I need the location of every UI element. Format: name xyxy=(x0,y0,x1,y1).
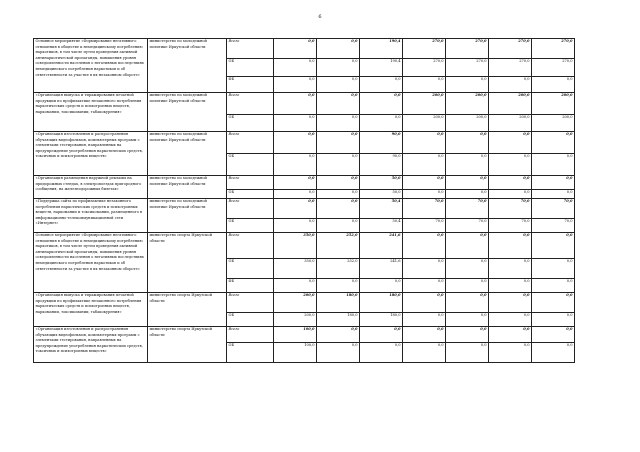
amount-cell: 70,0 xyxy=(532,199,575,219)
activity-description: «Организация выпуска и тиражирования печатной продукции по профилактике незаконного потребления наркотических средств и психотропных веществ, наркомании, токсикомании, табакокурения» xyxy=(34,293,148,327)
amount-cell: 0,0 xyxy=(317,190,360,199)
amount-cell: 0,0 xyxy=(532,259,575,279)
executor-cell: министерство спорта Иркутской области xyxy=(148,233,227,293)
activity-description: «Организация изготовления и распространения обучающих видеофильмов, компьютерных программ с элементами тестирования, направленных на предупреждение употребления наркотических средств, токсичных и психотропных веществ» xyxy=(34,327,148,363)
amount-cell: 0,0 xyxy=(317,93,360,115)
executor-cell: министерство по молодежной политике Иркутской области xyxy=(148,93,227,132)
amount-cell: 200,0 xyxy=(532,115,575,132)
amount-cell: 0,0 xyxy=(532,233,575,259)
amount-cell: 350,0 xyxy=(274,233,317,259)
amount-cell: 0,0 xyxy=(317,59,360,77)
activity-description: «Организация размещения наружной рекламы на придорожных стендах, в электропоездах пригородного сообщения, на железнодорожных билетах» xyxy=(34,176,148,199)
funding-source: Всего xyxy=(227,233,274,259)
amount-cell: 0,0 xyxy=(360,327,403,343)
amount-cell: 0,0 xyxy=(317,199,360,219)
amount-cell: 200,0 xyxy=(403,115,446,132)
funding-source: ОБ xyxy=(227,259,274,279)
amount-cell: 0,0 xyxy=(317,77,360,93)
amount-cell: 180,0 xyxy=(317,313,360,327)
amount-cell: 0,0 xyxy=(446,343,489,363)
amount-cell: 0,0 xyxy=(274,199,317,219)
amount-cell: 0,0 xyxy=(274,190,317,199)
amount-cell: 0,0 xyxy=(489,313,532,327)
table-row xyxy=(34,233,575,259)
amount-cell: 0,0 xyxy=(532,176,575,190)
table-row xyxy=(34,199,575,219)
amount-cell: 0,0 xyxy=(274,59,317,77)
amount-cell: 0,0 xyxy=(360,77,403,93)
amount-cell: 0,0 xyxy=(446,259,489,279)
amount-cell: 0,0 xyxy=(532,313,575,327)
amount-cell: 0,0 xyxy=(317,343,360,363)
amount-cell: 0,0 xyxy=(360,93,403,115)
funding-source: Всего xyxy=(227,132,274,154)
amount-cell: 0,0 xyxy=(532,77,575,93)
amount-cell: 0,0 xyxy=(317,176,360,190)
amount-cell: 0,0 xyxy=(446,77,489,93)
page-number: 6 xyxy=(318,14,322,20)
amount-cell: 0,0 xyxy=(317,327,360,343)
amount-cell: 0,0 xyxy=(446,190,489,199)
amount-cell: 252,0 xyxy=(317,259,360,279)
amount-cell: 0,0 xyxy=(274,115,317,132)
amount-cell: 0,0 xyxy=(317,39,360,59)
amount-cell: 190,4 xyxy=(360,39,403,59)
amount-cell: 0,0 xyxy=(489,279,532,293)
amount-cell: 270,0 xyxy=(489,59,532,77)
funding-source: ОБ xyxy=(227,219,274,233)
table-row xyxy=(34,293,575,313)
funding-source: ОБ xyxy=(227,190,274,199)
amount-cell: 0,0 xyxy=(274,39,317,59)
amount-cell: 0,0 xyxy=(489,132,532,154)
table-row xyxy=(34,93,575,115)
amount-cell: 0,0 xyxy=(317,219,360,233)
amount-cell: 0,0 xyxy=(532,343,575,363)
amount-cell: 0,0 xyxy=(532,293,575,313)
amount-cell: 0,0 xyxy=(403,77,446,93)
amount-cell: 180,0 xyxy=(360,313,403,327)
activity-description: Основное мероприятие «Формирование негативного отношения в обществе к немедицинскому потреблению наркотиков, в том числе путем проведения активной антинаркотической пропаганды, повышения уровня осведомленности населения о негативных последствиях немедицинского потребления наркотиков и об ответственности за участие в их незаконном обороте» xyxy=(34,39,148,93)
amount-cell: 252,0 xyxy=(317,233,360,259)
amount-cell: 270,0 xyxy=(532,39,575,59)
amount-cell: 0,0 xyxy=(489,176,532,190)
amount-cell: 0,0 xyxy=(446,154,489,176)
funding-source: ОБ xyxy=(227,343,274,363)
funding-table xyxy=(33,38,575,363)
table-row xyxy=(34,176,575,190)
amount-cell: 0,0 xyxy=(446,293,489,313)
amount-cell: 0,0 xyxy=(403,259,446,279)
amount-cell: 70,0 xyxy=(489,219,532,233)
amount-cell: 200,0 xyxy=(403,93,446,115)
amount-cell: 0,0 xyxy=(532,190,575,199)
amount-cell: 270,0 xyxy=(403,39,446,59)
amount-cell: 0,0 xyxy=(489,190,532,199)
amount-cell: 0,0 xyxy=(446,176,489,190)
amount-cell: 241,6 xyxy=(360,259,403,279)
amount-cell: 0,0 xyxy=(360,279,403,293)
amount-cell: 270,0 xyxy=(489,39,532,59)
amount-cell: 70,0 xyxy=(403,219,446,233)
amount-cell: 180,0 xyxy=(317,293,360,313)
amount-cell: 100,0 xyxy=(274,327,317,343)
amount-cell: 0,0 xyxy=(274,132,317,154)
amount-cell: 0,0 xyxy=(532,154,575,176)
table-row xyxy=(34,327,575,343)
amount-cell: 0,0 xyxy=(274,93,317,115)
amount-cell: 90,0 xyxy=(360,154,403,176)
amount-cell: 70,0 xyxy=(532,219,575,233)
amount-cell: 0,0 xyxy=(403,313,446,327)
amount-cell: 190,4 xyxy=(360,59,403,77)
amount-cell: 0,0 xyxy=(403,327,446,343)
executor-cell: министерство спорта Иркутской области xyxy=(148,327,227,363)
funding-source: ОБ xyxy=(227,59,274,77)
funding-source: Всего xyxy=(227,199,274,219)
amount-cell: 0,0 xyxy=(446,279,489,293)
amount-cell: 0,0 xyxy=(403,233,446,259)
amount-cell: 0,0 xyxy=(403,343,446,363)
amount-cell: 90,0 xyxy=(360,132,403,154)
amount-cell: 0,0 xyxy=(317,154,360,176)
funding-source: ОБ xyxy=(227,115,274,132)
funding-source: ФБ xyxy=(227,279,274,293)
funding-source: ФБ xyxy=(227,77,274,93)
amount-cell: 0,0 xyxy=(274,279,317,293)
activity-description: Основное мероприятие «Формирование негативного отношения в обществе к немедицинскому потреблению наркотиков, в том числе путем проведения активной антинаркотической пропаганды, повышения уровня осведомленности населения о негативных последствиях немедицинского потребления наркотиков и об ответственности за участие в их незаконном обороте» xyxy=(34,233,148,293)
amount-cell: 270,0 xyxy=(446,59,489,77)
amount-cell: 0,0 xyxy=(317,279,360,293)
amount-cell: 100,0 xyxy=(274,343,317,363)
amount-cell: 200,0 xyxy=(489,93,532,115)
amount-cell: 0,0 xyxy=(489,259,532,279)
amount-cell: 0,0 xyxy=(532,279,575,293)
amount-cell: 200,0 xyxy=(532,93,575,115)
amount-cell: 200,0 xyxy=(446,93,489,115)
executor-cell: министерство по молодежной политике Иркутской области xyxy=(148,176,227,199)
amount-cell: 350,0 xyxy=(274,259,317,279)
amount-cell: 0,0 xyxy=(403,279,446,293)
amount-cell: 50,0 xyxy=(360,190,403,199)
amount-cell: 50,4 xyxy=(360,219,403,233)
table-row xyxy=(34,132,575,154)
funding-source: ОБ xyxy=(227,313,274,327)
amount-cell: 50,4 xyxy=(360,199,403,219)
amount-cell: 0,0 xyxy=(446,233,489,259)
executor-cell: министерство по молодежной политике Иркутской области xyxy=(148,199,227,233)
amount-cell: 0,0 xyxy=(360,343,403,363)
amount-cell: 0,0 xyxy=(489,293,532,313)
activity-description: «Организация изготовления и распространения обучающих видеофильмов, компьютерных программ с элементами тестирования, направленных на предупреждение употребления наркотических средств, токсичных и психотропных веществ» xyxy=(34,132,148,176)
amount-cell: 0,0 xyxy=(274,77,317,93)
amount-cell: 241,6 xyxy=(360,233,403,259)
amount-cell: 0,0 xyxy=(403,176,446,190)
amount-cell: 0,0 xyxy=(403,190,446,199)
amount-cell: 0,0 xyxy=(317,115,360,132)
amount-cell: 0,0 xyxy=(274,154,317,176)
amount-cell: 0,0 xyxy=(446,132,489,154)
amount-cell: 0,0 xyxy=(446,313,489,327)
amount-cell: 0,0 xyxy=(489,327,532,343)
funding-source: Всего xyxy=(227,293,274,313)
table-row xyxy=(34,39,575,59)
amount-cell: 200,0 xyxy=(489,115,532,132)
executor-cell: министерство по молодежной политике Иркутской области xyxy=(148,39,227,93)
amount-cell: 0,0 xyxy=(532,327,575,343)
amount-cell: 70,0 xyxy=(489,199,532,219)
amount-cell: 270,0 xyxy=(532,59,575,77)
funding-source: Всего xyxy=(227,93,274,115)
funding-source: ОБ xyxy=(227,154,274,176)
amount-cell: 200,0 xyxy=(274,313,317,327)
executor-cell: министерство спорта Иркутской области xyxy=(148,293,227,327)
activity-description: «Организация выпуска и тиражирования печатной продукции по профилактике незаконного потребления наркотических средств и психотропных веществ, наркомании, токсикомании, табакокурения» xyxy=(34,93,148,132)
amount-cell: 0,0 xyxy=(403,132,446,154)
amount-cell: 0,0 xyxy=(532,132,575,154)
executor-cell: министерство по молодежной политике Иркутской области xyxy=(148,132,227,176)
amount-cell: 0,0 xyxy=(489,154,532,176)
amount-cell: 0,0 xyxy=(403,293,446,313)
amount-cell: 70,0 xyxy=(403,199,446,219)
activity-description: «Поддержка сайта по профилактике незаконного потребления наркотических средств и психотропных веществ, наркомании и токсикомании, размещенного в информационно-телекоммуникационной сети «Интернет» xyxy=(34,199,148,233)
amount-cell: 0,0 xyxy=(489,343,532,363)
funding-source: Всего xyxy=(227,176,274,190)
amount-cell: 270,0 xyxy=(446,39,489,59)
amount-cell: 0,0 xyxy=(317,132,360,154)
amount-cell: 0,0 xyxy=(274,176,317,190)
amount-cell: 200,0 xyxy=(274,293,317,313)
funding-source: Всего xyxy=(227,327,274,343)
amount-cell: 50,0 xyxy=(360,176,403,190)
amount-cell: 0,0 xyxy=(360,115,403,132)
amount-cell: 0,0 xyxy=(446,327,489,343)
amount-cell: 180,0 xyxy=(360,293,403,313)
amount-cell: 200,0 xyxy=(446,115,489,132)
amount-cell: 0,0 xyxy=(274,219,317,233)
funding-source: Всего xyxy=(227,39,274,59)
amount-cell: 70,0 xyxy=(446,219,489,233)
amount-cell: 0,0 xyxy=(489,77,532,93)
amount-cell: 0,0 xyxy=(403,154,446,176)
amount-cell: 270,0 xyxy=(403,59,446,77)
amount-cell: 0,0 xyxy=(489,233,532,259)
amount-cell: 70,0 xyxy=(446,199,489,219)
